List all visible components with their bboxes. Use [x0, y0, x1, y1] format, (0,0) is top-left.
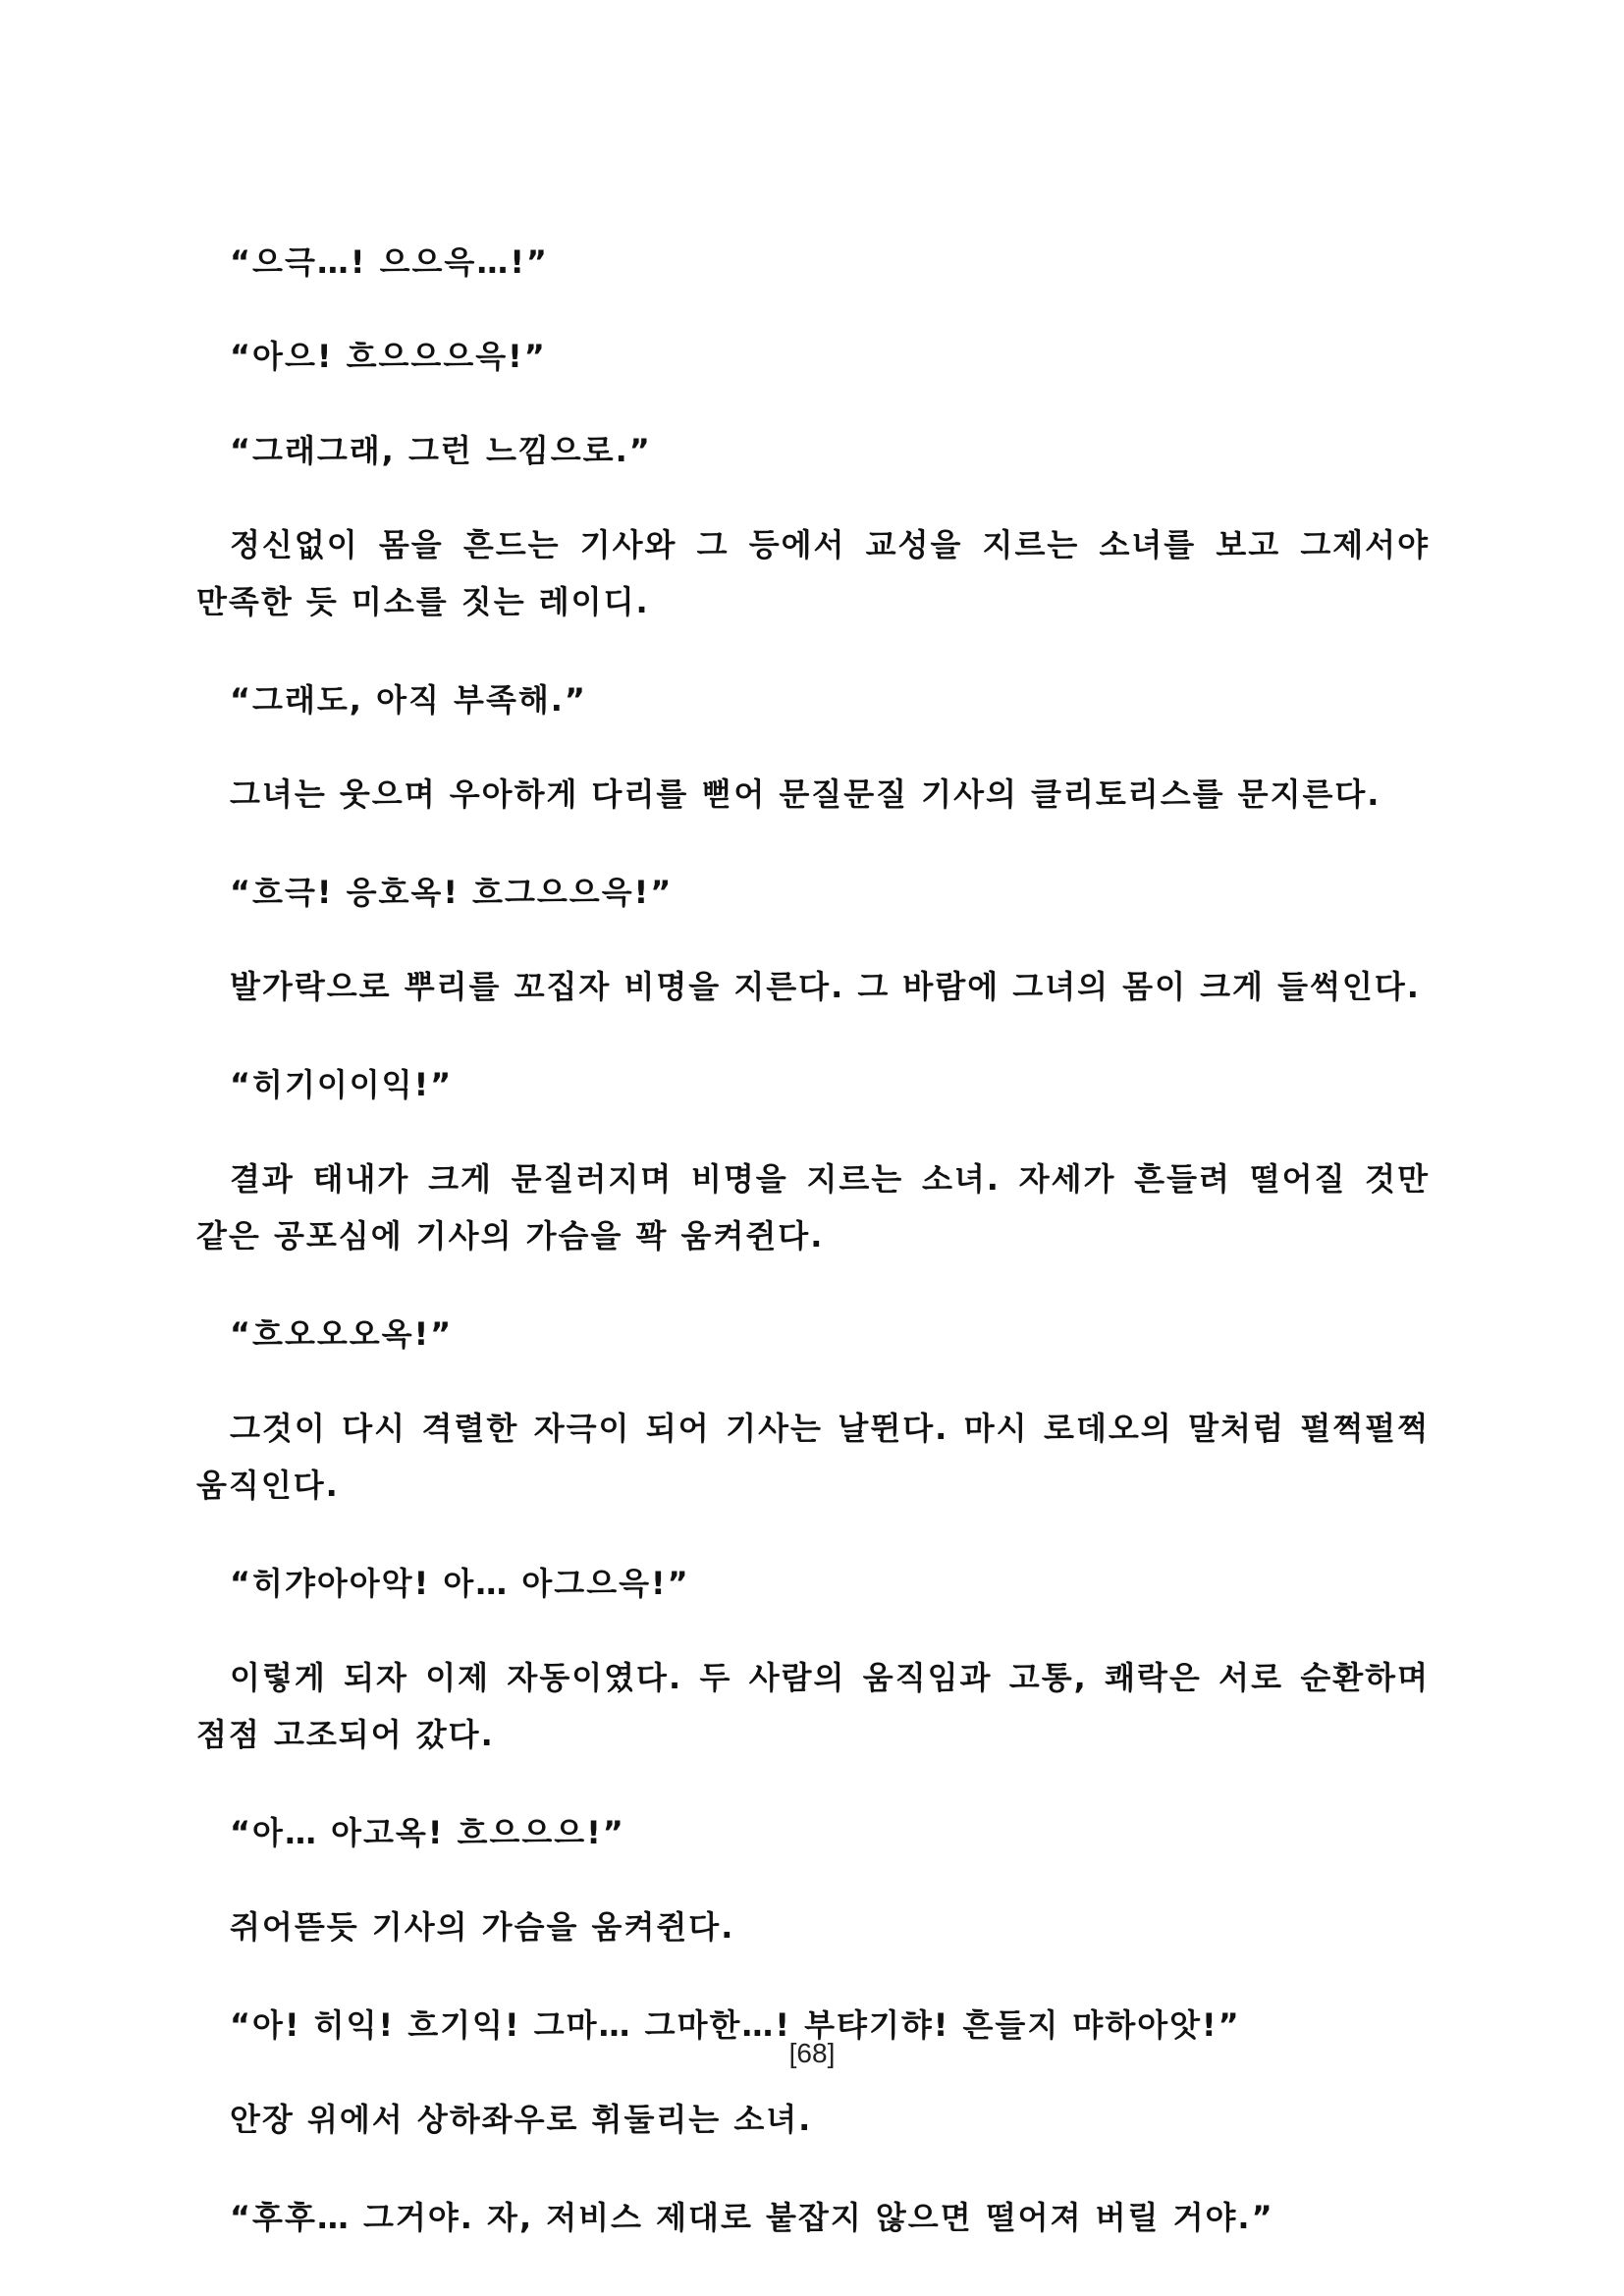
- paragraph-narration: 이렇게 되자 이제 자동이였다. 두 사람의 움직임과 고통, 쾌락은 서로 순환하며 점점 고조되어 갔다.: [196, 1659, 1430, 1753]
- paragraph-narration: 그것이 다시 격렬한 자극이 되어 기사는 날뛴다. 마시 로데오의 말처럼 펄쩍펄쩍 움직인다.: [196, 1410, 1430, 1504]
- paragraph-dialogue: “흐극! 응호옥! 흐그으으윽!”: [230, 874, 674, 911]
- paragraph-dialogue: “으극…! 으으윽…!”: [230, 243, 549, 281]
- paragraph-dialogue: “그래그래, 그런 느낌으로.”: [230, 432, 652, 469]
- paragraph-narration: 정신없이 몸을 흔드는 기사와 그 등에서 교성을 지르는 소녀를 보고 그제서야 만족한 듯 미소를 짓는 레이디.: [196, 526, 1430, 620]
- paragraph-narration: 쥐어뜯듯 기사의 가슴을 움켜쥔다.: [230, 1908, 735, 1946]
- paragraph-dialogue: “아으! 흐으으으윽!”: [230, 338, 547, 375]
- paragraph-dialogue: “흐오오오옥!”: [230, 1315, 454, 1353]
- paragraph-dialogue: “아… 아고옥! 흐으으으!”: [230, 1814, 625, 1851]
- paragraph-narration: 그녀는 웃으며 우아하게 다리를 뻗어 문질문질 기사의 클리토리스를 문지른다.: [230, 775, 1381, 813]
- paragraph-dialogue: “후후… 그거야. 자, 저비스 제대로 붙잡지 않으면 떨어져 버릴 거야.”: [230, 2199, 1274, 2236]
- paragraph-dialogue: “히기이이익!”: [230, 1066, 454, 1103]
- text-body: [196, 234, 1430, 2283]
- paragraph-dialogue: “아! 히익! 흐기익! 그마… 그마한…! 부탸기햐! 흔들지 먀하아앗!”: [230, 2006, 1241, 2044]
- paragraph-dialogue: “히갸아아악! 아… 아그으윽!”: [230, 1565, 690, 1602]
- paragraph-narration: 결과 태내가 크게 문질러지며 비명을 지르는 소녀. 자세가 흔들려 떨어질 것만 같은 공포심에 기사의 가슴을 꽉 움켜쥔다.: [196, 1160, 1430, 1255]
- page-number: [68]: [788, 2038, 836, 2068]
- paragraph-dialogue: “그래도, 아직 부족해.”: [230, 681, 587, 719]
- paragraph-narration: 안장 위에서 상하좌우로 휘둘리는 소녀.: [230, 2101, 813, 2138]
- paragraph-narration: 발가락으로 뿌리를 꼬집자 비명을 지른다. 그 바람에 그녀의 몸이 크게 들썩인다.: [230, 968, 1421, 1005]
